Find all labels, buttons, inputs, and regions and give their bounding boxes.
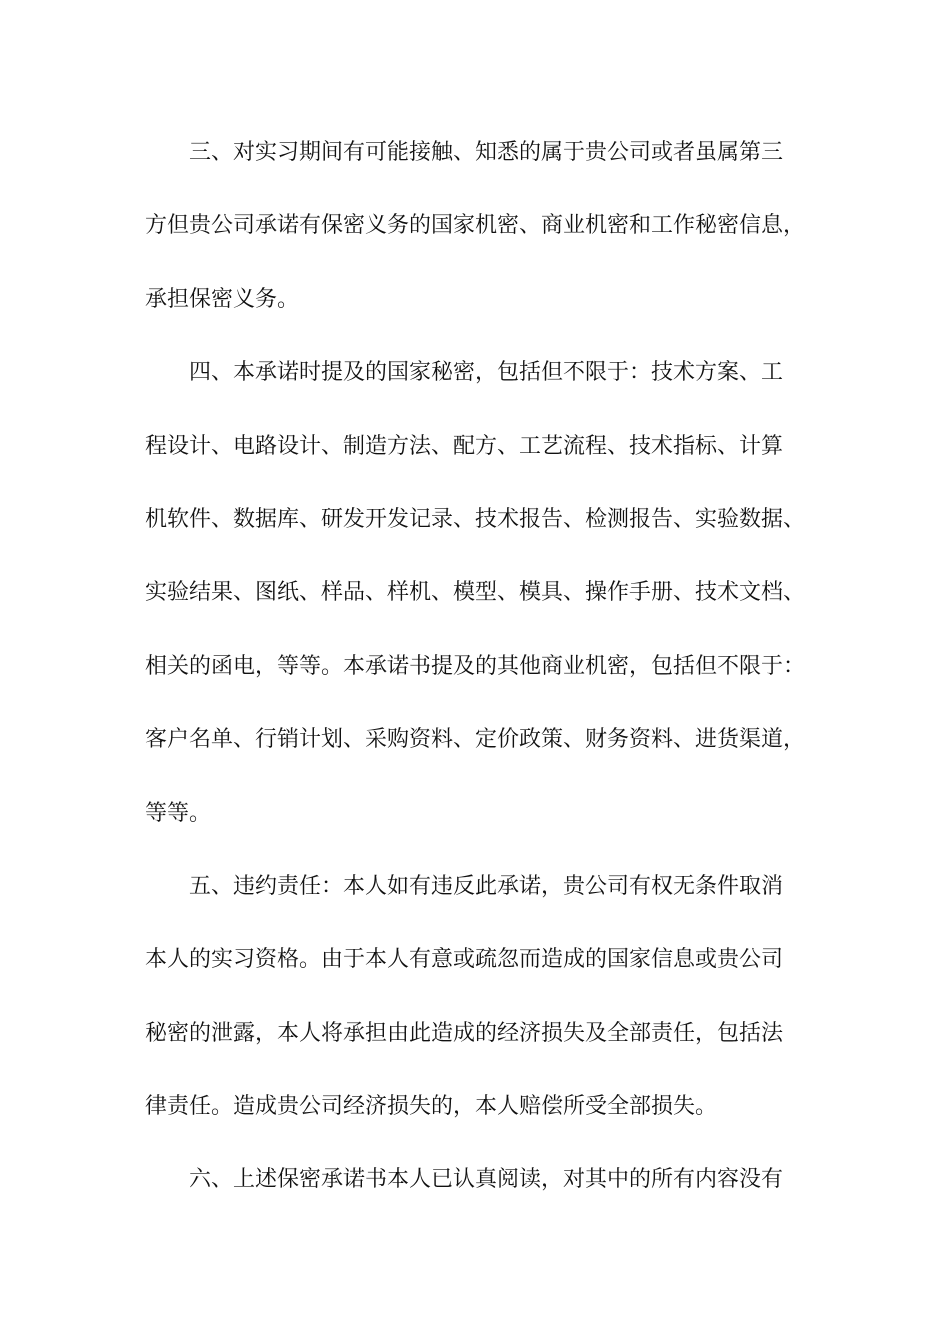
text-line: 实验结果、图纸、样品、样机、模型、模具、操作手册、技术文档、 <box>145 580 806 606</box>
text-line: 秘密的泄露，本人将承担由此造成的经济损失及全部责任，包括法 <box>145 1020 784 1046</box>
text-line: 三、对实习期间有可能接触、知悉的属于贵公司或者虽属第三 <box>189 140 784 165</box>
text-line: 方但贵公司承诺有保密义务的国家机密、商业机密和工作秘密信息， <box>145 213 806 239</box>
text-line: 五、违约责任：本人如有违反此承诺，贵公司有权无条件取消 <box>189 873 784 899</box>
text-line: 六、上述保密承诺书本人已认真阅读，对其中的所有内容没有 <box>189 1167 784 1193</box>
text-line: 律责任。造成贵公司经济损失的，本人赔偿所受全部损失。 <box>145 1094 718 1120</box>
text-line: 等等。 <box>145 800 212 826</box>
text-line: 相关的函电，等等。本承诺书提及的其他商业机密，包括但不限于： <box>145 653 806 679</box>
text-line: 四、本承诺时提及的国家秘密，包括但不限于：技术方案、工 <box>189 360 784 386</box>
text-line: 客户名单、行销计划、采购资料、定价政策、财务资料、进货渠道， <box>145 727 806 753</box>
text-line: 程设计、电路设计、制造方法、配方、工艺流程、技术指标、计算 <box>145 433 784 459</box>
text-line: 承担保密义务。 <box>145 286 300 312</box>
document-body <box>145 128 825 1229</box>
text-line: 机软件、数据库、研发开发记录、技术报告、检测报告、实验数据、 <box>145 506 806 532</box>
text-line: 本人的实习资格。由于本人有意或疏忽而造成的国家信息或贵公司 <box>145 947 784 973</box>
